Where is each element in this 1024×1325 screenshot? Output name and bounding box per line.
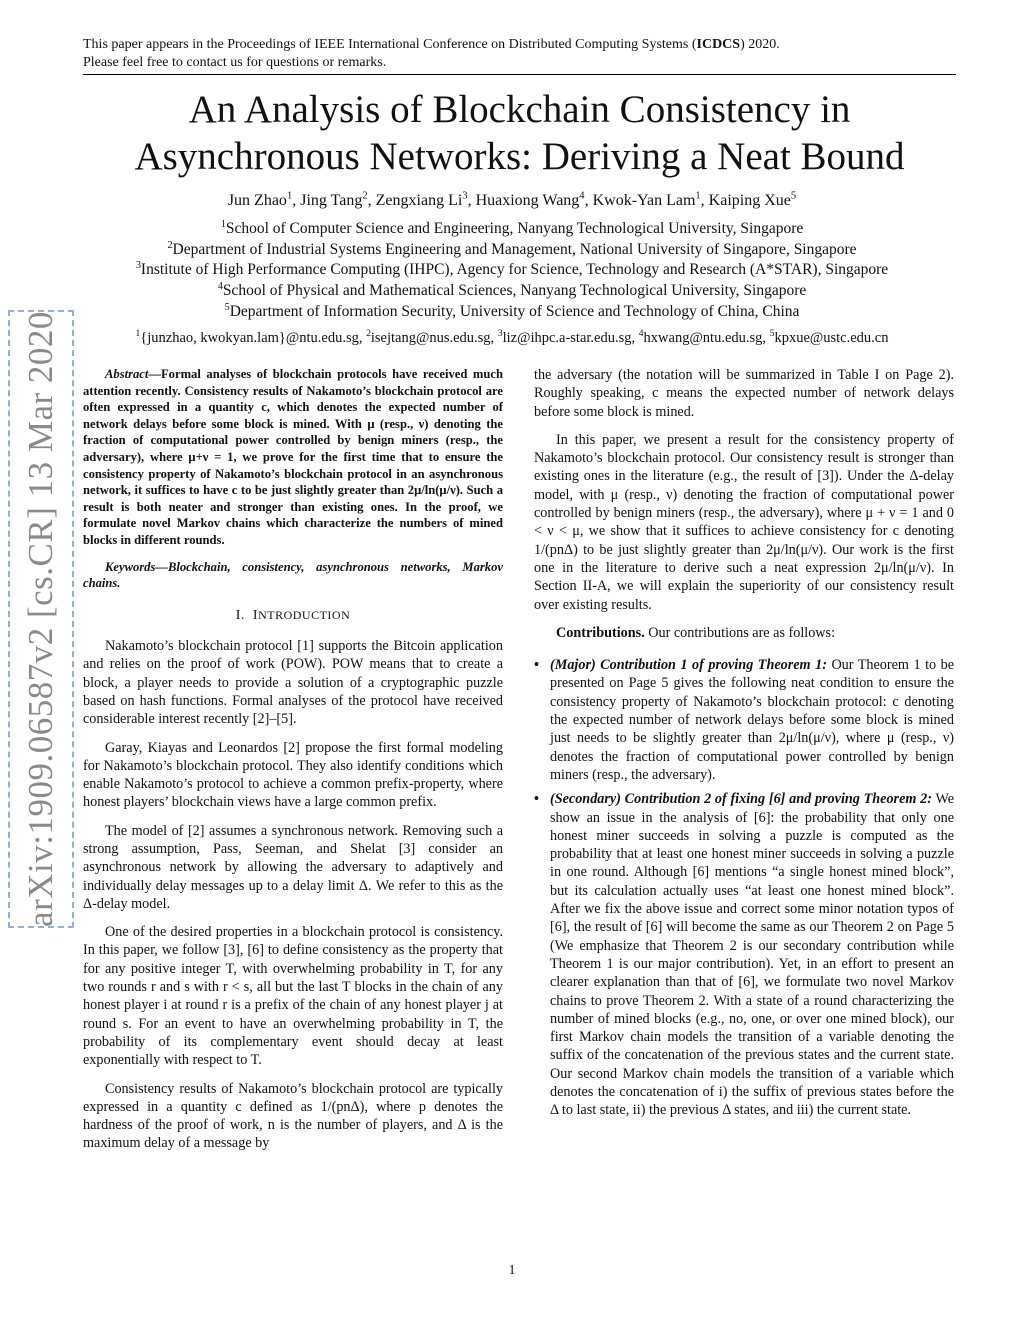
contributions-intro (534, 624, 954, 642)
author-affil-mark: 3 (462, 190, 468, 202)
email-text: hxwang@ntu.edu.sg, (643, 330, 767, 346)
affiliation-mark: 4 (217, 280, 223, 292)
author (376, 192, 468, 209)
contribution-list (534, 656, 954, 1119)
email-mark: 2 (366, 328, 371, 340)
author (228, 192, 292, 209)
email (639, 330, 766, 346)
author (709, 192, 796, 209)
section-heading (83, 606, 503, 625)
author-name: Kwok-Yan Lam (592, 192, 696, 209)
affiliation-mark: 1 (220, 218, 226, 230)
author (593, 192, 701, 209)
email (770, 330, 889, 346)
abstract-label: Abstract (105, 367, 149, 381)
intro-paragraph-3: The model of [2] assumes a synchronous network. Removing such a strong assumption, Pass, Seeman, and Shelat [3] consider an asynchronous network by allowing the adversary to adaptively and individually delay messages up to a delay limit Δ. We refer to this as the Δ-delay model. (83, 822, 503, 912)
email-list (40, 328, 984, 348)
page-number: 1 (508, 1263, 516, 1278)
venue-notice (83, 36, 956, 72)
contribution-item-2 (534, 790, 954, 1119)
affiliation (40, 240, 984, 261)
intro-paragraph-5: Consistency results of Nakamoto’s blockchain protocol are typically expressed in a quantity c defined as 1/(pnΔ), where p denotes the hardness of the proof of work, n is the number of players, and Δ is the maximum delay of a message by (83, 1080, 503, 1152)
contribution-2-body: We show an issue in the analysis of [6]: the probability that only one honest miner succeeds in solving a puzzle is computed as the probability that at least one honest miner succeeds in solving a puzzle in one round. Although [6] mentions “a single honest mined block”, but its calculation actually uses “at least one honest mined block”. After we fix the above issue and correct some minor notation typos of [6], the result of [6] will become the same as our Theorem 2 on Page 5 (We emphasize that Theorem 2 is our secondary contribution while Theorem 1 is our major contribution). Yet, in an effort to present an clearer explanation than that of [6], we formulate two novel Markov chains to prove Theorem 2. With a state of a round characterizing the number of mined blocks (e.g., no, one, or over one mined block), our first Markov chain models the transition of a variable denoting the suffix of the concatenation of the previous states and the current state. Our second Markov chain models the transition of a variable which denotes the concatenation of i) the suffix of previous states before the Δ to last state, ii) the previous Δ states, and iii) the current state. (550, 791, 954, 1119)
author-name: Jing Tang (300, 192, 363, 209)
affiliation-mark: 2 (167, 239, 173, 251)
contribution-item-1 (534, 656, 954, 784)
paper-title: An Analysis of Blockchain Consistency in Asynchronous Networks: Deriving a Neat Bound (134, 88, 905, 178)
author-affil-mark: 4 (579, 190, 585, 202)
abstract (83, 366, 503, 549)
affiliation (40, 281, 984, 302)
email-text: isejtang@nus.edu.sg, (370, 330, 495, 346)
section-title-first: I (252, 607, 259, 623)
author-affil-mark: 1 (286, 190, 293, 202)
affiliation-text: School of Computer Science and Engineering, Nanyang Technological University, Singapore (225, 220, 804, 237)
email-text: liz@ihpc.a-star.edu.sg, (502, 330, 636, 346)
affiliation-text: Department of Industrial Systems Engineering and Management, National University of Singapore, Singapore (172, 240, 857, 258)
arxiv-stamp-text: arXiv:1909.06587v2 [cs.CR] 13 Mar 2020 (21, 311, 61, 927)
notice-line1-pre: This paper appears in the Proceedings of IEEE International Conference on Distributed Computing Systems ( (83, 37, 697, 52)
email (498, 330, 635, 346)
affiliation-text: School of Physical and Mathematical Sciences, Nanyang Technological University, Singapore (222, 282, 807, 300)
affiliation-mark: 5 (224, 301, 230, 313)
keywords-label: Keywords (105, 559, 156, 574)
notice-venue: ICDCS (696, 37, 741, 52)
author-affil-mark: 5 (790, 190, 797, 202)
email-mark: 4 (638, 328, 644, 340)
continued-paragraph: the adversary (the notation will be summarized in Table I on Page 2). Roughly speaking, c means the expected number of network delays before some block is mined. (534, 367, 954, 420)
keywords (83, 559, 503, 592)
contribution-1-head: (Major) Contribution 1 of proving Theorem 1: (550, 657, 827, 674)
author-affil-mark: 2 (362, 190, 368, 202)
notice-line2: Please feel free to contact us for questions or remarks. (83, 55, 387, 70)
section-title-rest: NTRODUCTION (258, 607, 351, 622)
author (300, 192, 367, 209)
email-mark: 3 (497, 328, 503, 340)
author-name: Huaxiong Wang (475, 192, 580, 209)
author-name: Zengxiang Li (375, 192, 463, 209)
header-rule (83, 74, 956, 75)
right-column (534, 366, 954, 1126)
contribution-1-body: Our Theorem 1 to be presented on Page 5 gives the following neat condition to ensure the consistency property of Nakamoto’s blockchain protocol: c denoting the expected number of network delays before some block is mined just needs to be slightly greater than 2μ/ln(μ/ν), where μ (resp., ν) denotes the fraction of computational power controlled by benign miners (resp., the adversary). (550, 657, 954, 783)
intro-paragraph-4: One of the desired properties in a blockchain protocol is consistency. In this paper, we follow [3], [6] to define consistency as the property that for any positive integer T, with overwhelming probability in T, for any two rounds r and s with r < s, all but the last T blocks in the chain of any honest player i at round r is a prefix of the chain of any honest player j at round s. For an event to have an overwhelming probability in T, the probability of its complementary event should decay at least exponentially with respect to T. (83, 924, 503, 1069)
affiliation-text: Department of Information Security, University of Science and Technology of China, China (229, 302, 800, 320)
author (476, 192, 585, 209)
arxiv-stamp (8, 310, 74, 928)
abstract-text: —Formal analyses of blockchain protocols have received much attention recently. Consistency results of Nakamoto’s blockchain protocol are often expressed in a quantity c, which denotes the expected number of network delays before some block is mined. With μ (resp., ν) denoting the fraction of computational power controlled by benign miners (resp., the adversary), where μ+ν = 1, we prove for the first time that to ensure the consistency property of Nakamoto’s blockchain protocol in an asynchronous network, it suffices to have c to be just slightly greater than 2μ/ln(μ/ν). Such a result is both neater and stronger than existing ones. In the proof, we formulate novel Markov chains which characterize the numbers of mined blocks in different rounds. (83, 367, 503, 547)
contribution-2-head: (Secondary) Contribution 2 of fixing [6] and proving Theorem 2: (550, 791, 932, 808)
author-name: Kaiping Xue (708, 192, 791, 209)
intro-paragraph-2: Garay, Kiayas and Leonardos [2] propose the first formal modeling for Nakamoto’s blockchain protocol. They also identify conditions which enable Nakamoto’s protocol to achieve a common prefix-property, where honest players’ blockchain views have a large common prefix. (83, 739, 503, 811)
contributions-label: Contributions. (556, 624, 645, 641)
author-name: Jun Zhao (227, 192, 287, 209)
email (136, 330, 363, 346)
intro-paragraph-1: Nakamoto’s blockchain protocol [1] supports the Bitcoin application and relies on the proof of work (POW). POW means that to create a block, a player needs to provide a solution of a cryptographic puzzle based on hash functions. Formal analyses of the protocol have received considerable interest recently [2]–[5]. (83, 638, 503, 728)
keywords-text: —Blockchain, consistency, asynchronous networks, Markov chains. (83, 559, 503, 591)
affiliation (40, 302, 984, 323)
author-list: Jun Zhao$^1$, Jing Tang$^2$, Zengxiang Li$^3$, Huaxiong Wang$^4$, Kwok-Yan Lam$^1$, Kaiping Xue$^5$ (227, 190, 797, 209)
affiliation (40, 260, 984, 281)
present-paragraph: In this paper, we present a result for the consistency property of Nakamoto’s blockchain protocol. Our consistency result is stronger than existing ones in the literature (e.g., the result of [3]). Under the Δ-delay model, with μ (resp., ν) denoting the fraction of computational power controlled by benign miners (resp., the adversary), where μ + ν = 1 and 0 < ν < μ, we show that it suffices to achieve consistency for c denoting 1/(pnΔ) to be just slightly greater than 2μ/ln(μ/ν). Our work is the first one in the literature to derive such a neat expression 2μ/ln(μ/ν). In Section II-A, we will explain the superiority of our consistency result over existing results. (534, 431, 954, 613)
affiliation-list (40, 219, 984, 323)
author-affil-mark: 1 (695, 190, 701, 202)
email (366, 330, 494, 346)
section-number: I. (235, 607, 245, 623)
email-text: {junzhao, kwokyan.lam}@ntu.edu.sg, (140, 330, 363, 346)
affiliation-mark: 3 (135, 260, 141, 272)
email-mark: 5 (769, 328, 775, 340)
notice-line1-post: ) 2020. (740, 37, 780, 52)
affiliation (40, 219, 984, 240)
contributions-intro-text: Our contributions are as follows: (648, 624, 836, 641)
email-mark: 1 (135, 328, 141, 340)
left-column (83, 366, 503, 1163)
affiliation-text: Institute of High Performance Computing (IHPC), Agency for Science, Technology and Research (A*STAR), Singapore (140, 261, 889, 279)
email-text: kpxue@ustc.edu.cn (774, 330, 889, 346)
